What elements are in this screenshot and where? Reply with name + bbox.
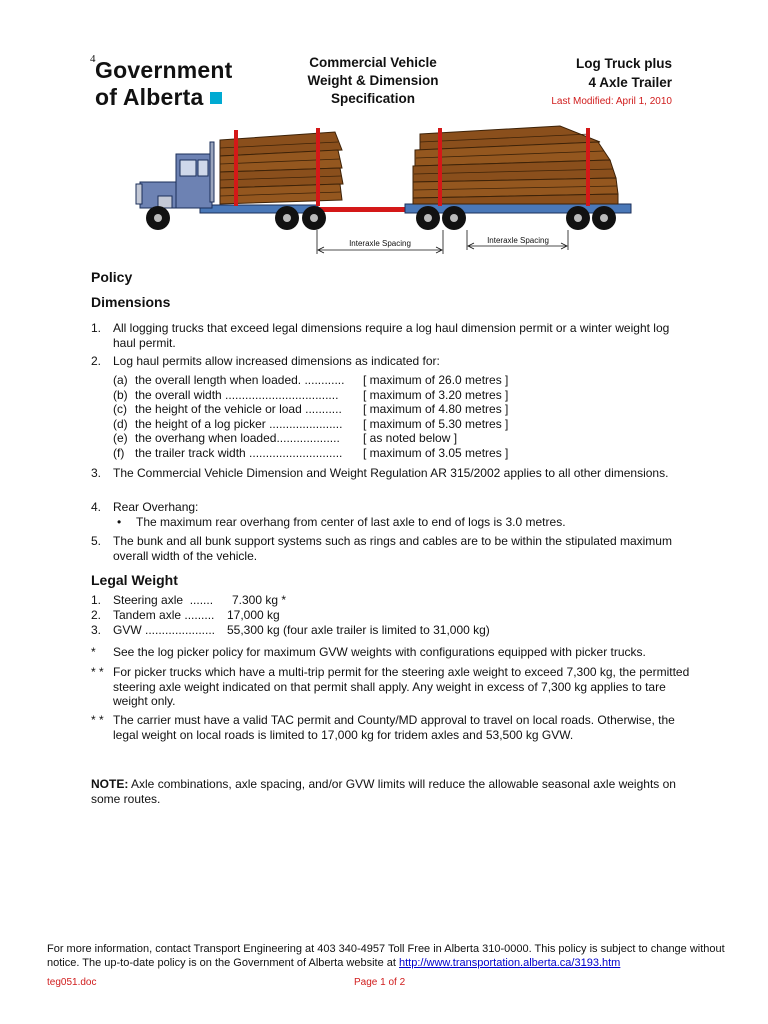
- overhang-bullet: •: [117, 515, 122, 529]
- right-title-line-1: Log Truck plus: [575, 56, 672, 71]
- item-number: 1.: [91, 321, 102, 335]
- note-paragraph: [91, 777, 681, 806]
- title-line-2: Weight & Dimension: [307, 73, 439, 88]
- log-truck-diagram: [130, 122, 640, 254]
- item-text: The Commercial Vehicle Dimension and Weight Regulation AR 315/2002 applies to all other dimensions.: [113, 466, 669, 480]
- item-text: All logging trucks that exceed legal dimensions require a log haul dimension permit or a winter weight log haul permit.: [113, 321, 670, 350]
- weight-note-3: [91, 713, 691, 742]
- item-number: 4.: [91, 500, 102, 514]
- note-mark: * *: [91, 713, 104, 727]
- dimensions-heading: Dimensions: [91, 294, 171, 310]
- row-max: [ maximum of 3.20 metres ]: [363, 388, 509, 402]
- row-value: 55,300 kg (four axle trailer is limited to 31,000 kg): [227, 623, 490, 637]
- row-letter: (a): [113, 373, 128, 387]
- row-number: 3.: [91, 623, 102, 637]
- item-number: 5.: [91, 534, 102, 548]
- truck-log-load: [220, 132, 343, 204]
- row-value: 7.300 kg *: [232, 593, 287, 607]
- note-text: The carrier must have a valid TAC permit and County/MD approval to travel on local roads. Otherwise, the legal weight on local roads is limited to 17,000 kg for tridem axles and 53,500 kg GVW.: [113, 713, 675, 742]
- logo-government: Government: [95, 57, 233, 83]
- legal-weight-heading: Legal Weight: [91, 572, 178, 588]
- row-label: GVW .....................: [113, 623, 216, 637]
- truck-stake-front: [234, 130, 238, 206]
- row-label: Tandem axle .........: [113, 608, 215, 622]
- row-desc: the overall width ..................................: [135, 388, 339, 402]
- truck-frame: [200, 205, 318, 213]
- item-number: 2.: [91, 354, 102, 368]
- row-max: [ maximum of 5.30 metres ]: [363, 417, 509, 431]
- item-number: 3.: [91, 466, 102, 480]
- row-max: [ maximum of 4.80 metres ]: [363, 402, 509, 416]
- document-title: [280, 54, 466, 108]
- last-modified: Last Modified: April 1, 2010: [551, 96, 672, 107]
- row-max: [ as noted below ]: [363, 431, 458, 445]
- logo-square-icon: [210, 92, 222, 104]
- item-text: Rear Overhang:: [113, 500, 199, 514]
- trailer-stake-front: [438, 128, 442, 206]
- spacing-label-1: Interaxle Spacing: [349, 239, 411, 248]
- logo-line2-text: of Alberta: [95, 84, 204, 110]
- policy-heading: Policy: [91, 269, 133, 285]
- doc-id: teg051.doc: [47, 977, 97, 988]
- vehicle-config-title: [500, 54, 672, 92]
- footer-info: [47, 942, 727, 970]
- row-letter: (c): [113, 402, 127, 416]
- row-letter: (b): [113, 388, 128, 402]
- weight-note-1: [91, 645, 691, 660]
- note-mark: * *: [91, 665, 104, 679]
- note-text: For picker trucks which have a multi-trip permit for the steering axle weight to exceed 7,300 kg, the permitted steering axle weight indicated on that permit shall apply. Any weight in excess of 7,300 kg applies to tare weight only.: [113, 665, 690, 708]
- row-letter: (d): [113, 417, 128, 431]
- dimension-item-3: [91, 466, 691, 481]
- title-line-1: Commercial Vehicle: [309, 55, 437, 70]
- weight-note-2: [91, 665, 691, 709]
- row-number: 2.: [91, 608, 102, 622]
- note-label: NOTE:: [91, 777, 129, 791]
- row-number: 1.: [91, 593, 102, 607]
- spacing-label-2: Interaxle Spacing: [487, 236, 549, 245]
- row-desc: the trailer track width ............................: [135, 446, 343, 460]
- dimension-item-4: [91, 500, 691, 515]
- row-label: Steering axle .......: [113, 593, 214, 607]
- item-text: Log haul permits allow increased dimensions as indicated for:: [113, 354, 440, 368]
- row-desc: the overhang when loaded...................: [135, 431, 340, 445]
- row-letter: (e): [113, 431, 128, 445]
- logo-of-alberta: [95, 84, 222, 110]
- note-body: Axle combinations, axle spacing, and/or GVW limits will reduce the allowable seasonal axle weights on some routes.: [91, 777, 676, 806]
- row-desc: the overall length when loaded. ............: [135, 373, 345, 387]
- page-indicator: Page 1 of 2: [354, 977, 406, 988]
- row-value: 17,000 kg: [227, 608, 280, 622]
- truck-cab: [136, 142, 214, 208]
- item-text: The bunk and all bunk support systems such as rings and cables are to be within the stipulated maximum overall width of the vehicle.: [113, 534, 672, 563]
- dimension-item-2: [91, 354, 691, 369]
- note-mark: *: [91, 645, 96, 659]
- footer-info-text: For more information, contact Transport Engineering at 403 340-4957 Toll Free in Alberta 310-0000. This policy is subject to change without notice. The up-to-date policy is on the Government of Alberta website at: [47, 943, 725, 969]
- overhang-bullet-text: The maximum rear overhang from center of last axle to end of logs is 3.0 metres.: [136, 515, 566, 529]
- row-desc: the height of the vehicle or load ...........: [135, 402, 342, 416]
- row-max: [ maximum of 26.0 metres ]: [363, 373, 509, 387]
- drawbar: [315, 207, 407, 212]
- page-marker: 4: [90, 53, 96, 65]
- dimension-item-5: [91, 534, 691, 563]
- row-max: [ maximum of 3.05 metres ]: [363, 446, 509, 460]
- row-desc: the height of a log picker ......................: [135, 417, 343, 431]
- right-title-line-2: 4 Axle Trailer: [588, 75, 672, 90]
- trailer-stake-rear: [586, 128, 590, 206]
- dimension-item-1: [91, 321, 691, 350]
- row-letter: (f): [113, 446, 125, 460]
- truck-stake-rear: [316, 128, 320, 206]
- note-text: See the log picker policy for maximum GVW weights with configurations equipped with picker trucks.: [113, 645, 646, 659]
- title-line-3: Specification: [330, 91, 416, 106]
- policy-website-link[interactable]: http://www.transportation.alberta.ca/3193.htm: [399, 957, 621, 969]
